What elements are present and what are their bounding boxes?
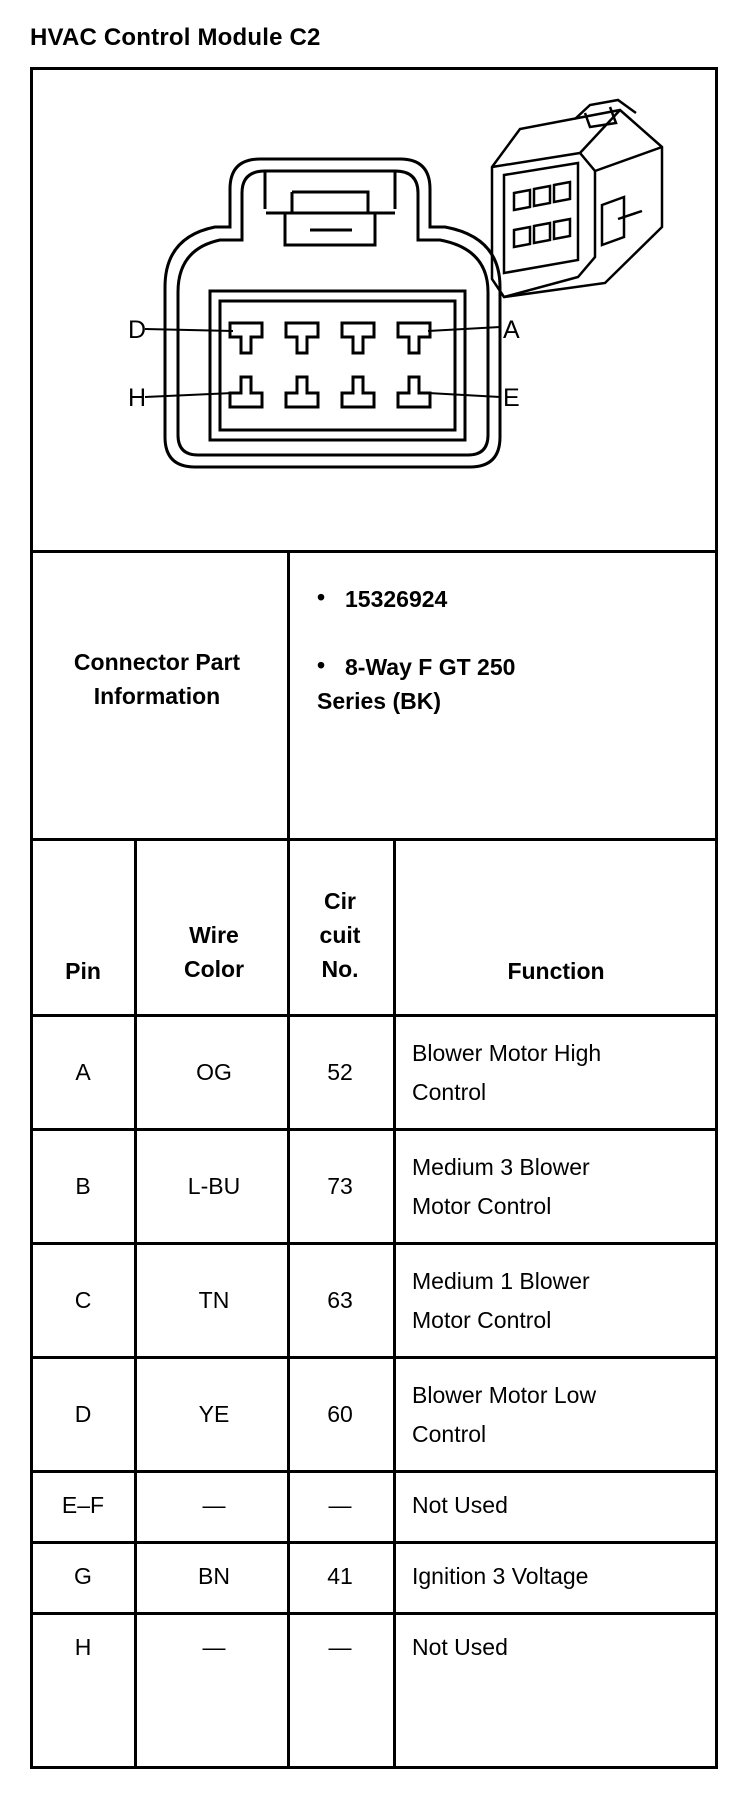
pin-label-top-right: A <box>503 316 520 344</box>
connector-description-line2: Series (BK) <box>317 688 441 714</box>
header-wire-color-line1: Wire <box>189 922 239 948</box>
connector-part-info-label-line2: Information <box>93 683 221 709</box>
row-d-pin: D <box>74 1401 92 1427</box>
connector-isometric-illustration <box>492 100 662 297</box>
row-b-pin: B <box>75 1173 91 1199</box>
row-b-function <box>412 1148 590 1226</box>
row-b-function-line2: Motor Control <box>412 1193 552 1219</box>
header-circuit-line3: No. <box>321 956 359 982</box>
row-d-wire-color: YE <box>198 1401 230 1427</box>
header-circuit-line2: cuit <box>319 922 361 948</box>
row-a-pin: A <box>75 1059 91 1085</box>
separator <box>393 838 396 1769</box>
row-h-wire-color: — <box>202 1634 226 1660</box>
row-h-function: Not Used <box>412 1634 508 1660</box>
row-d-circuit: 60 <box>327 1401 353 1427</box>
bottom-terminals <box>230 377 430 407</box>
row-c-function-line1: Medium 1 Blower <box>412 1268 590 1294</box>
row-h-circuit: — <box>328 1634 352 1660</box>
row-b-function-line1: Medium 3 Blower <box>412 1154 590 1180</box>
separator <box>287 550 290 841</box>
row-c-function <box>412 1262 590 1340</box>
connector-description-bullet: • <box>317 652 326 678</box>
row-b-circuit: 73 <box>327 1173 353 1199</box>
separator <box>30 550 718 553</box>
row-d-function-line1: Blower Motor Low <box>412 1382 597 1408</box>
connector-sheet <box>30 67 718 1769</box>
pin-label-bottom-right: E <box>503 384 520 412</box>
row-a-function <box>412 1034 601 1112</box>
row-a-wire-color: OG <box>196 1059 232 1085</box>
row-d-function <box>412 1376 596 1454</box>
separator <box>134 838 137 1769</box>
connector-diagram <box>30 67 718 550</box>
row-c-circuit: 63 <box>327 1287 353 1313</box>
header-pin: Pin <box>65 958 101 984</box>
row-ef-circuit: — <box>328 1492 352 1518</box>
row-a-function-line1: Blower Motor High <box>412 1040 602 1066</box>
row-d-function-line2: Control <box>412 1421 487 1447</box>
row-b-wire-color: L-BU <box>187 1173 241 1199</box>
connector-description-line1: 8-Way F GT 250 <box>345 654 516 680</box>
connector-part-info-label <box>74 645 240 713</box>
header-function: Function <box>507 958 605 984</box>
pin-leader-lines <box>145 327 500 397</box>
row-g-pin: G <box>74 1563 92 1589</box>
row-a-function-line2: Control <box>412 1079 487 1105</box>
pin-label-top-left: D <box>128 316 147 344</box>
row-c-function-line2: Motor Control <box>412 1307 552 1333</box>
row-ef-function: Not Used <box>412 1492 508 1518</box>
separator <box>287 838 290 1769</box>
row-g-wire-color: BN <box>198 1563 230 1589</box>
pin-label-bottom-left: H <box>128 384 147 412</box>
row-ef-wire-color: — <box>202 1492 226 1518</box>
header-circuit-line1: Cir <box>324 888 356 914</box>
connector-face-drawing <box>165 159 500 467</box>
page-title: HVAC Control Module C2 <box>30 24 321 51</box>
row-g-circuit: 41 <box>327 1563 353 1589</box>
row-c-pin: C <box>74 1287 92 1313</box>
header-wire-color <box>184 918 244 986</box>
header-circuit-number <box>320 884 361 986</box>
connector-part-info-label-line1: Connector Part <box>73 649 241 675</box>
top-terminals <box>230 323 430 353</box>
row-h-pin: H <box>74 1634 92 1660</box>
row-g-function: Ignition 3 Voltage <box>412 1563 589 1589</box>
header-wire-color-line2: Color <box>183 956 245 982</box>
row-ef-pin: E–F <box>61 1492 105 1518</box>
row-a-circuit: 52 <box>327 1059 353 1085</box>
part-number-bullet: • <box>317 584 326 610</box>
row-c-wire-color: TN <box>198 1287 230 1313</box>
part-number: 15326924 <box>345 586 448 612</box>
